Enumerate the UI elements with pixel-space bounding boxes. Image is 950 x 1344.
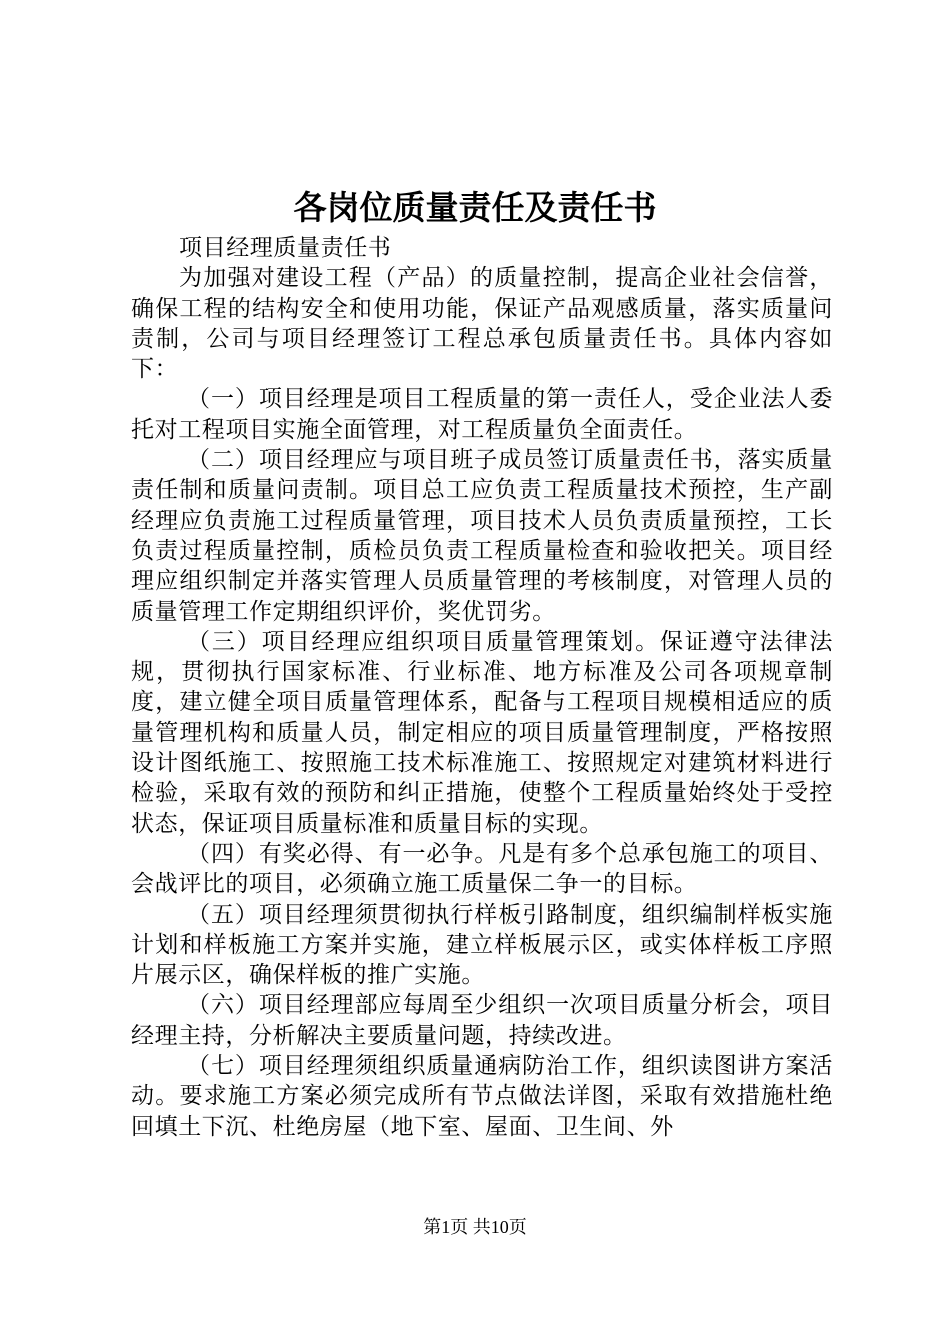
clause-3: （三）项目经理应组织项目质量管理策划。保证遵守法律法规，贯彻执行国家标准、行业标准、地方标准及公司各项规章制度，建立健全项目质量管理体系，配备与工程项目规模相适应的质量管理机构和质量人员，制定相应的项目质量管理制度，严格按照设计图纸施工、按照施工技术标准施工、按照规定对建筑材料进行检验，采取有效的预防和纠正措施，使整个工程质量始终处于受控状态，保证项目质量标准和质量目标的实现。 (131, 628, 833, 837)
document-title: 各岗位质量责任及责任书 (293, 188, 657, 227)
clause-6: （六）项目经理部应每周至少组织一次项目质量分析会，项目经理主持，分析解决主要质量问题，持续改进。 (131, 992, 833, 1049)
clause-7: （七）项目经理须组织质量通病防治工作，组织读图讲方案活动。要求施工方案必须完成所有节点做法详图，采取有效措施杜绝回填土下沉、杜绝房屋（地下室、屋面、卫生间、外 (131, 1053, 833, 1140)
clause-1: （一）项目经理是项目工程质量的第一责任人，受企业法人委托对工程项目实施全面管理，对工程质量负全面责任。 (131, 386, 833, 443)
clause-5: （五）项目经理须贯彻执行样板引路制度，组织编制样板实施计划和样板施工方案并实施，建立样板展示区，或实体样板工序照片展示区，确保样板的推广实施。 (131, 901, 833, 989)
page-number: 第1页 共10页 (423, 1217, 527, 1237)
document-body (131, 233, 833, 1142)
clause-2: （二）项目经理应与项目班子成员签订质量责任书，落实质量责任制和质量问责制。项目总工应负责工程质量技术预控，生产副经理应负责施工过程质量管理，项目技术人员负责质量预控，工长负责过程质量控制，质检员负责工程质量检查和验收把关。项目经理应组织制定并落实管理人员质量管理的考核制度，对管理人员的质量管理工作定期组织评价，奖优罚劣。 (131, 447, 833, 625)
section-heading: 项目经理质量责任书 (179, 235, 392, 261)
clause-4: （四）有奖必得、有一必争。凡是有多个总承包施工的项目、会战评比的项目，必须确立施工质量保二争一的目标。 (131, 840, 833, 898)
intro-paragraph: 为加强对建设工程（产品）的质量控制，提高企业社会信誉，确保工程的结构安全和使用功能，保证产品观感质量，落实质量问责制，公司与项目经理签订工程总承包质量责任书。具体内容如下： (131, 265, 833, 383)
